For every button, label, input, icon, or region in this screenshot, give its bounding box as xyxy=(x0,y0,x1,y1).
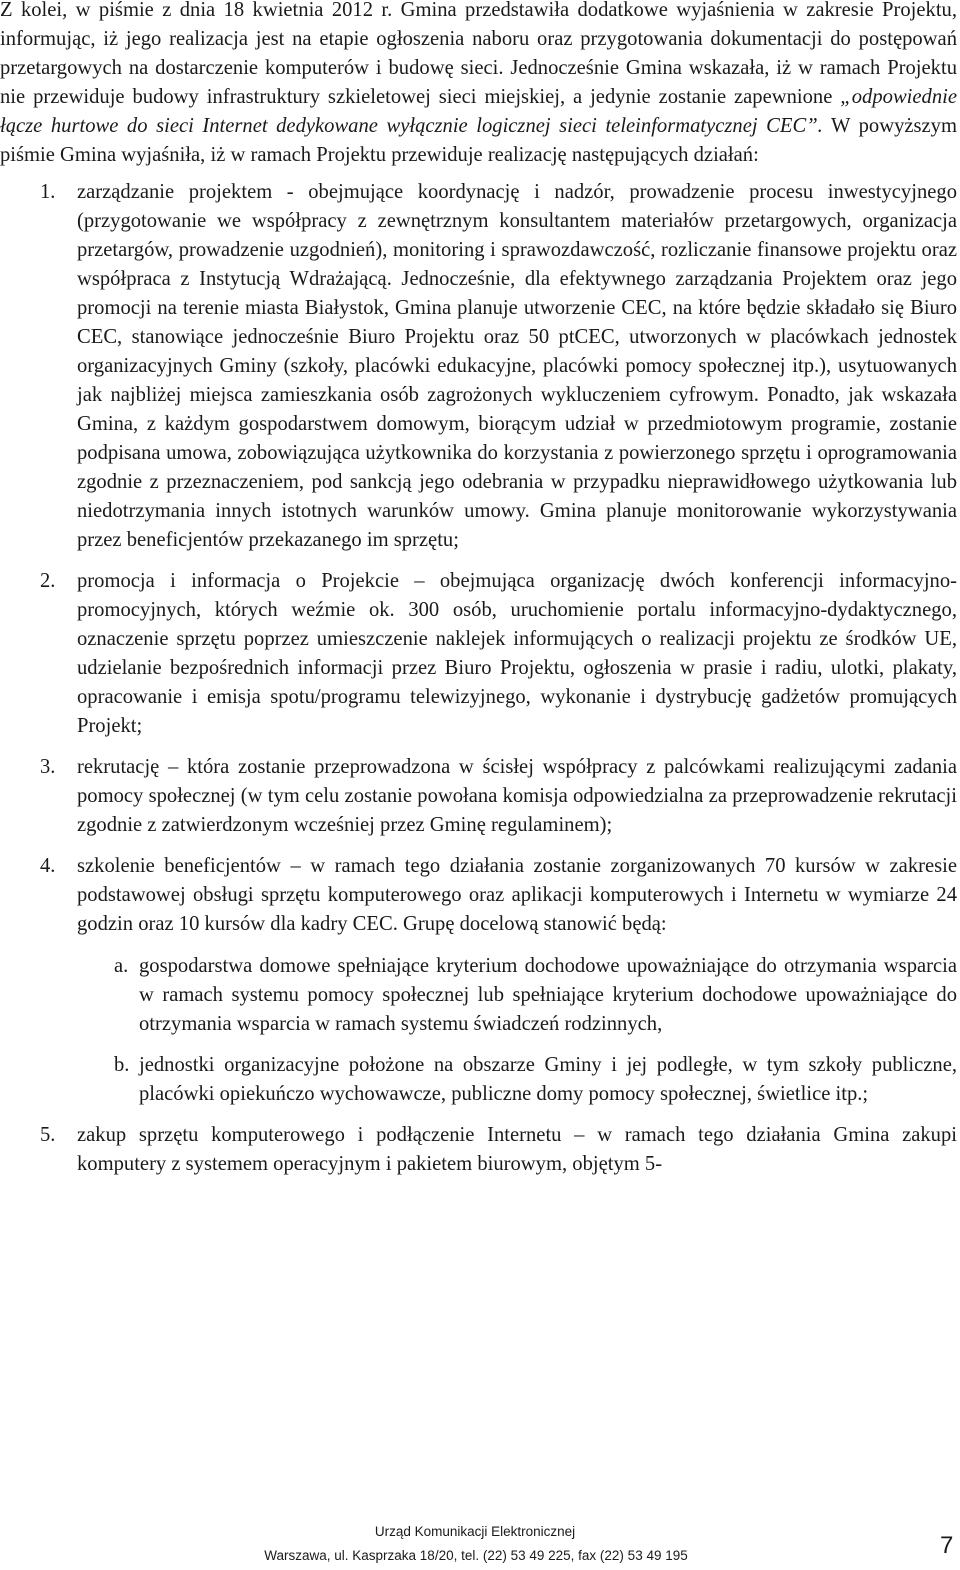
list-item xyxy=(0,852,957,1109)
list-item-number: 1. xyxy=(40,181,56,203)
sub-list-item-text: gospodarstwa domowe spełniające kryterium dochodowe upoważniające do otrzymania wsparcia w ramach systemu pomocy społecznej lub spełniające kryterium dochodowe upoważniające do otrzymania wsparcia w ramach systemu świadczeń rodzinnych, xyxy=(139,955,957,1035)
intro-text-start: Z kolei, w piśmie z dnia 18 kwietnia 2012 r. Gmina przedstawiła dodatkowe wyjaśnienia w zakresie Projektu, informując, iż jego realizacja jest na etapie ogłoszenia naboru oraz przygotowania dokumentacji do postępowań przetargowych na dostarczenie komputerów i budowę sieci. Jednocześnie Gmina wskazała, iż w ramach Projektu nie przewiduje budowy infrastruktury szkieletowej sieci miejskiej, a jedynie zostanie zapewnione xyxy=(0,0,957,108)
sub-list-item-letter: a. xyxy=(114,955,129,977)
sub-list-item-text: jednostki organizacyjne położone na obszarze Gminy i jej podległe, w tym szkoły publiczne, placówki opiekuńczo wychowawcze, publiczne domy pomocy społecznej, świetlice itp.; xyxy=(139,1054,957,1105)
sub-list-item-letter: b. xyxy=(114,1054,130,1076)
list-item-text: szkolenie beneficjentów – w ramach tego działania zostanie zorganizowanych 70 kursów w zakresie podstawowej obsługi sprzętu komputerowego oraz aplikacji komputerowych i Internetu w wymiarze 24 godzin oraz 10 kursów dla kadry CEC. Grupę docelową stanowić będą: xyxy=(77,855,957,935)
list-item-text: zarządzanie projektem - obejmujące koordynację i nadzór, prowadzenie procesu inwestycyjnego (przygotowanie we współpracy z zewnętrznym konsultantem materiałów przetargowych, organizacja przetargów, prowadzenie uzgodnień), monitoring i sprawozdawczość, rozliczanie finansowe projektu oraz współpraca z Instytucją Wdrażającą. Jednocześnie, dla efektywnego zarządzania Projektem oraz jego promocji na terenie miasta Białystok, Gmina planuje utworzenie CEC, na które będzie składało się Biuro CEC, stanowiące jednocześnie Biuro Projektu oraz 50 ptCEC, utworzonych w placówkach jednostek organizacyjnych Gminy (szkoły, placówki edukacyjne, placówki pomocy społecznej itp.), usytuowanych jak najbliżej miejsca zamieszkania osób zagrożonych wykluczeniem cyfrowym. Ponadto, jak wskazała Gmina, z każdym gospodarstwem domowym, biorącym udział w przedmiotowym programie, zostanie podpisana umowa, zobowiązująca użytkownika do korzystania z powierzonego sprzętu i oprogramowania zgodnie z przeznaczeniem, pod sankcją jego odebrania w przypadku nieprawidłowego użytkowania lub niedotrzymania innych istotnych warunków umowy. Gmina planuje monitorowanie wykorzystywania przez beneficjentów przekazanego im sprzętu; xyxy=(77,181,957,551)
sub-list-item xyxy=(77,952,957,1039)
list-item xyxy=(0,178,957,555)
list-item-text: promocja i informacja o Projekcie – obejmująca organizację dwóch konferencji informacyjno-promocyjnych, których weźmie ok. 300 osób, uruchomienie portalu informacyjno-dydaktycznego, oznaczenie sprzętu poprzez umieszczenie naklejek informujących o realizacji projektu ze środków UE, udzielanie bezpośrednich informacji przez Biuro Projektu, ogłoszenia w prasie i radiu, ulotki, plakaty, opracowanie i emisja spotu/programu telewizyjnego, wykonanie i dystrybucję gadżetów promujących Projekt; xyxy=(77,570,957,737)
list-item xyxy=(0,1121,957,1179)
list-item-text: zakup sprzętu komputerowego i podłączenie Internetu – w ramach tego działania Gmina zakupi komputery z systemem operacyjnym i pakietem biurowym, objętym 5- xyxy=(77,1124,957,1175)
intro-paragraph xyxy=(0,0,957,170)
list-item xyxy=(0,567,957,741)
footer-address: Warszawa, ul. Kasprzaka 18/20, tel. (22) 53 49 225, fax (22) 53 49 195 xyxy=(264,1548,688,1563)
list-item xyxy=(0,753,957,840)
list-item-number: 4. xyxy=(40,855,56,877)
list-item-text: rekrutację – która zostanie przeprowadzona w ścisłej współpracy z palcówkami realizującymi zadania pomocy społecznej (w tym celu zostanie powołana komisja odpowiedzialna za przeprowadzenie rekrutacji zgodnie z zatwierdzonym wcześniej przez Gminę regulaminem); xyxy=(77,756,957,836)
sub-list-item xyxy=(77,1051,957,1109)
page-number: 7 xyxy=(940,1532,954,1559)
intro-text-end: W powyższym piśmie Gmina wyjaśniła, iż w ramach Projektu przewiduje realizację następujących działań: xyxy=(0,115,957,166)
target-group-list xyxy=(77,952,957,1109)
footer-office-name: Urząd Komunikacji Elektronicznej xyxy=(374,1524,576,1539)
intro-quote: „odpowiednie łącze hurtowe do sieci Internet dedykowane wyłącznie logicznej sieci teleinformatycznej CEC”. xyxy=(0,86,957,137)
actions-list xyxy=(0,178,957,1179)
list-item-number: 5. xyxy=(40,1124,56,1146)
list-item-number: 2. xyxy=(40,570,56,592)
list-item-number: 3. xyxy=(40,756,56,778)
